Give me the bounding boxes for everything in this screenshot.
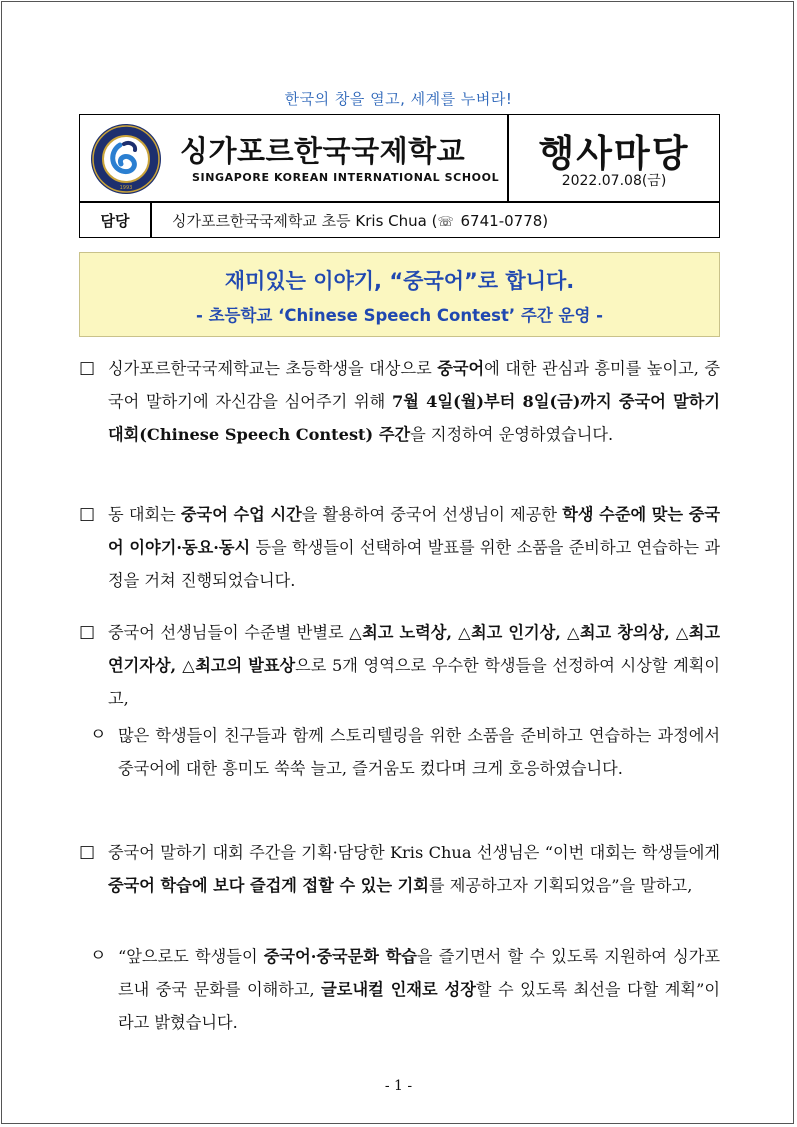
paragraph-text: 을 활용하여 중국어 선생님이 제공한	[301, 505, 563, 524]
circle-bullet: ㅇ	[90, 946, 107, 966]
paragraph-bold: △최고 노력상, △최고 인기상, △최고 창의상, △최고 연기자상, △최고의 발표상	[108, 623, 720, 675]
paragraph-text: 중국어 선생님들이 수준별 반별로	[108, 623, 350, 642]
event-title: 행사마당	[538, 132, 690, 175]
paragraph-bold: 학생 수준에 맞는 중국어 이야기·동요·동시	[108, 505, 720, 557]
school-name-english: SINGAPORE KOREAN INTERNATIONAL SCHOOL	[192, 171, 500, 184]
square-bullet: □	[79, 622, 96, 642]
headline-box	[79, 252, 720, 337]
slogan: 한국의 창을 열고, 세계를 누벼라!	[284, 90, 513, 108]
paragraph-text: 으로 5개 영역으로 우수한 학생들을 선정하여 시상할 계획이고,	[108, 656, 720, 708]
paragraph-3-sub	[118, 719, 720, 785]
paragraph-text: 많은 학생들이 친구들과 함께 스토리텔링을 위한 소품을 준비하고 연습하는 과정에서 중국어에 대한 흥미도 쑥쑥 늘고, 즐거움도 컸다며 크게 호응하였습니다.	[118, 726, 720, 778]
paragraph-text: “앞으로도 학생들이	[118, 947, 264, 966]
square-bullet: □	[79, 358, 96, 378]
paragraph-text: 를 제공하고자 기획되었음”을 말하고,	[428, 876, 693, 895]
square-bullet: □	[79, 842, 96, 862]
paragraph-text: 동 대회는	[108, 505, 181, 524]
page-number: - 1 -	[384, 1078, 413, 1094]
paragraph-3	[108, 616, 720, 715]
paragraph-text: 할 수 있도록 최선을 다할 계획”이라고 밝혔습니다.	[118, 980, 720, 1032]
paragraph-bold: 글로내컬 인재로 성장	[321, 980, 476, 999]
paragraph-text: 등을 학생들이 선택하여 발표를 위한 소품을 준비하고 연습하는 과정을 거쳐 진행되었습니다.	[108, 538, 720, 590]
svg-text:1993: 1993	[119, 185, 133, 191]
event-date: 2022.07.08(금)	[561, 173, 667, 189]
school-logo	[90, 123, 162, 195]
paragraph-bold: 중국어·중국문화 학습	[263, 947, 417, 966]
paragraph-text: 에 대한 관심과 흥미를 높이고, 중국어 말하기에 자신감을 심어주기 위해	[108, 359, 720, 411]
paragraph-2	[108, 498, 720, 597]
divider	[150, 202, 152, 238]
contact-text: 싱가포르한국국제학교 초등 Kris Chua (	[172, 212, 438, 230]
headline-subtitle: - 초등학교 ‘Chinese Speech Contest’ 주간 운영 -	[196, 306, 603, 325]
square-bullet: □	[79, 504, 96, 524]
header-table	[79, 114, 720, 238]
contact-label: 담당	[100, 212, 130, 230]
paragraph-4	[108, 836, 720, 902]
phone-icon: ☏	[437, 215, 454, 230]
circle-bullet: ㅇ	[90, 725, 107, 745]
contact-value	[172, 210, 548, 231]
paragraph-text: 중국어 말하기 대회 주간을 기획·담당한 Kris Chua 선생님은 “이번 대회는 학생들에게	[108, 843, 720, 862]
divider	[507, 115, 509, 201]
paragraph-4-sub	[118, 940, 720, 1039]
paragraph-text: 을 즐기면서 할 수 있도록 지원하여 싱가포르내 중국 문화를 이해하고,	[118, 947, 720, 999]
paragraph-text: 을 지정하여 운영하였습니다.	[410, 425, 614, 444]
paragraph-bold: 7월 4일(월)부터 8일(금)까지 중국어 말하기 대회(Chinese Speech Contest) 주간	[108, 392, 721, 444]
paragraph-text: 싱가포르한국국제학교는 초등학생을 대상으로	[108, 359, 438, 378]
school-name-korean: 싱가포르한국국제학교	[180, 134, 466, 168]
divider	[80, 201, 719, 203]
paragraph-bold: 중국어 수업 시간	[180, 505, 302, 524]
paragraph-1	[108, 352, 720, 451]
paragraph-bold: 중국어 학습에 보다 즐겁게 접할 수 있는 기회	[108, 876, 429, 895]
headline-title: 재미있는 이야기, “중국어”로 합니다.	[224, 269, 575, 293]
paragraph-bold: 중국어	[437, 359, 485, 378]
contact-phone: 6741-0778)	[455, 212, 549, 230]
